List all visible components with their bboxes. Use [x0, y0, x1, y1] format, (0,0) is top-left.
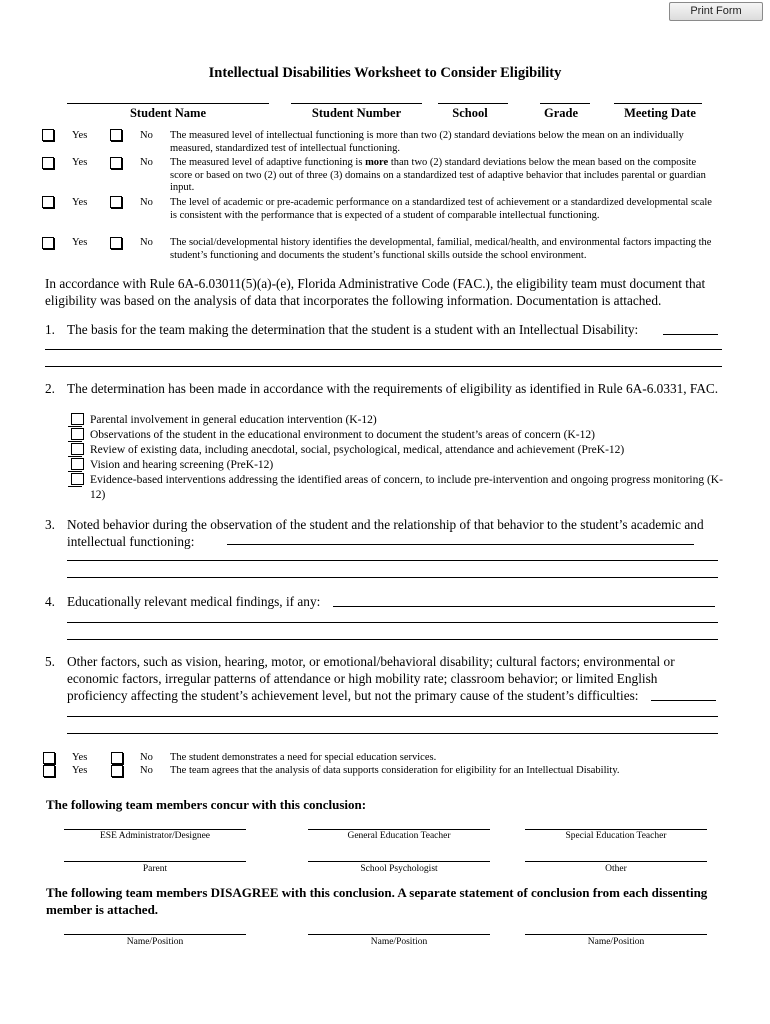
criteria-4-text: The social/developmental history identifies the developmental, familial, medical/health, and environmental factors impacting the student’s functioning and documents the student’s functional skills outside the school environment.	[170, 237, 712, 261]
checklist-2-text: Observations of the student in the educational environment to document the student’s areas of concern (K-12)	[90, 429, 595, 441]
yes-label: Yes	[72, 157, 88, 168]
checklist-4-text: Vision and hearing screening (PreK-12)	[90, 459, 274, 471]
no-label: No	[140, 765, 153, 776]
checklist-5-checkbox[interactable]	[71, 473, 84, 485]
name-position-label: Name/Position	[370, 937, 428, 947]
yes-label: Yes	[72, 752, 88, 763]
dissent-signature-line-1[interactable]	[64, 934, 246, 935]
student-number-field[interactable]	[291, 103, 422, 104]
item-1-number: 1.	[45, 322, 55, 337]
criteria-2-text: The measured level of adaptive functioning is more than two (2) standard deviations below the mean based on the composite score or based on two (2) out of three (3) domains on a standardized test of adaptive behavior that includes parental or guardian input.	[170, 157, 706, 193]
grade-field[interactable]	[540, 103, 590, 104]
item-1-answer-line[interactable]	[45, 349, 722, 350]
parent-signature-line[interactable]	[64, 861, 246, 862]
disagree-heading: The following team members DISAGREE with this conclusion. A separate statement of conclusion from each dissenting member is attached.	[46, 885, 708, 917]
checklist-4-checkbox[interactable]	[71, 458, 84, 470]
yes-label: Yes	[72, 130, 88, 141]
item-3-number: 3.	[45, 517, 55, 532]
criteria-1-text: The measured level of intellectual functioning is more than two (2) standard deviations below the mean on an individually measured, standardized test of intellectual functioning.	[170, 130, 684, 154]
parent-label: Parent	[142, 864, 168, 874]
school-field[interactable]	[438, 103, 508, 104]
no-label: No	[140, 237, 153, 248]
conclusion-1-yes-checkbox[interactable]	[43, 752, 55, 764]
criteria-4-no-checkbox[interactable]	[110, 237, 122, 249]
student-name-label: Student Name	[129, 106, 207, 120]
conclusion-2-text: The team agrees that the analysis of data supports consideration for eligibility for an Intellectual Disability.	[170, 765, 620, 776]
other-signature-line[interactable]	[525, 861, 707, 862]
item-3-text: Noted behavior during the observation of the student and the relationship of that behavior to the student’s academic and intellectual functioning:	[67, 517, 704, 549]
ese-administrator-signature-line[interactable]	[64, 829, 246, 830]
grade-label: Grade	[543, 106, 579, 120]
general-education-teacher-signature-line[interactable]	[308, 829, 490, 830]
print-form-button[interactable]: Print Form	[669, 2, 763, 21]
item-3-answer-line[interactable]	[67, 560, 718, 561]
item-1-answer-line[interactable]	[45, 366, 722, 367]
student-number-label: Student Number	[311, 106, 402, 120]
checklist-5-text: Evidence-based interventions addressing the identified areas of concern, to include pre-intervention and ongoing progress monitoring (K-12)	[90, 474, 723, 501]
conclusion-1-text: The student demonstrates a need for special education services.	[170, 752, 437, 763]
checklist-1-checkbox[interactable]	[71, 413, 84, 425]
name-position-label: Name/Position	[587, 937, 645, 947]
no-label: No	[140, 752, 153, 763]
checklist-3-checkbox[interactable]	[71, 443, 84, 455]
name-position-label: Name/Position	[126, 937, 184, 947]
ese-administrator-label: ESE Administrator/Designee	[99, 831, 211, 841]
concur-heading: The following team members concur with this conclusion:	[46, 797, 367, 812]
yes-label: Yes	[72, 237, 88, 248]
special-education-teacher-signature-line[interactable]	[525, 829, 707, 830]
checklist-2-checkbox[interactable]	[71, 428, 84, 440]
meeting-date-label: Meeting Date	[624, 106, 696, 120]
criteria-1-yes-checkbox[interactable]	[42, 129, 54, 141]
item-2-number: 2.	[45, 381, 55, 396]
item-5-answer-line[interactable]	[67, 733, 718, 734]
item-5-number: 5.	[45, 654, 55, 669]
dissent-signature-line-2[interactable]	[308, 934, 490, 935]
conclusion-1-no-checkbox[interactable]	[111, 752, 123, 764]
other-label: Other	[605, 864, 627, 874]
criteria-4-yes-checkbox[interactable]	[42, 237, 54, 249]
conclusion-2-no-checkbox[interactable]	[111, 765, 123, 777]
item-4-number: 4.	[45, 594, 55, 609]
item-1-answer-field[interactable]	[663, 334, 718, 335]
item-3-answer-field[interactable]	[227, 544, 694, 545]
yes-label: Yes	[72, 197, 88, 208]
yes-label: Yes	[72, 765, 88, 776]
meeting-date-field[interactable]	[614, 103, 702, 104]
criteria-2-yes-checkbox[interactable]	[42, 157, 54, 169]
item-1-text: The basis for the team making the determination that the student is a student with an Intellectual Disability:	[67, 322, 639, 337]
school-psychologist-signature-line[interactable]	[308, 861, 490, 862]
item-4-text: Educationally relevant medical findings, if any:	[67, 594, 321, 609]
school-label: School	[452, 106, 488, 120]
student-name-field[interactable]	[67, 103, 269, 104]
general-education-teacher-label: General Education Teacher	[347, 831, 451, 841]
conclusion-2-yes-checkbox[interactable]	[43, 765, 55, 777]
page-title: Intellectual Disabilities Worksheet to Consider Eligibility	[208, 65, 562, 81]
checklist-1-text: Parental involvement in general education intervention (K-12)	[90, 414, 377, 426]
checklist-3-text: Review of existing data, including anecdotal, social, psychological, medical, attendance and achievement (PreK-12)	[90, 444, 625, 456]
criteria-3-text: The level of academic or pre-academic performance on a standardized test of achievement or a standardized developmental scale is consistent with the performance that is expected of a student of comparable intellectual functioning.	[170, 197, 712, 221]
item-4-answer-line[interactable]	[67, 639, 718, 640]
criteria-1-no-checkbox[interactable]	[110, 129, 122, 141]
criteria-2-no-checkbox[interactable]	[110, 157, 122, 169]
item-4-answer-line[interactable]	[67, 622, 718, 623]
no-label: No	[140, 157, 153, 168]
item-5-text: Other factors, such as vision, hearing, motor, or emotional/behavioral disability; cultural factors; environmental or economic factors, irregular patterns of attendance or high mobility rate; classroom behavior; or limited English proficiency affecting the student’s achievement level, but not the primary cause of the student’s difficulties:	[67, 654, 675, 703]
no-label: No	[140, 197, 153, 208]
item-4-answer-field[interactable]	[333, 606, 715, 607]
rule-paragraph: In accordance with Rule 6A-6.03011(5)(a)-(e), Florida Administrative Code (FAC.), the eligibility team must document that eligibility was based on the analysis of data that incorporates the following information. Documentation is attached.	[45, 276, 706, 308]
school-psychologist-label: School Psychologist	[360, 864, 438, 874]
no-label: No	[140, 130, 153, 141]
item-2-text: The determination has been made in accordance with the requirements of eligibility as identified in Rule 6A-6.0331, FAC.	[67, 381, 719, 396]
item-5-answer-field[interactable]	[651, 700, 716, 701]
item-3-answer-line[interactable]	[67, 577, 718, 578]
criteria-3-yes-checkbox[interactable]	[42, 196, 54, 208]
criteria-3-no-checkbox[interactable]	[110, 196, 122, 208]
dissent-signature-line-3[interactable]	[525, 934, 707, 935]
item-5-answer-line[interactable]	[67, 716, 718, 717]
special-education-teacher-label: Special Education Teacher	[565, 831, 667, 841]
